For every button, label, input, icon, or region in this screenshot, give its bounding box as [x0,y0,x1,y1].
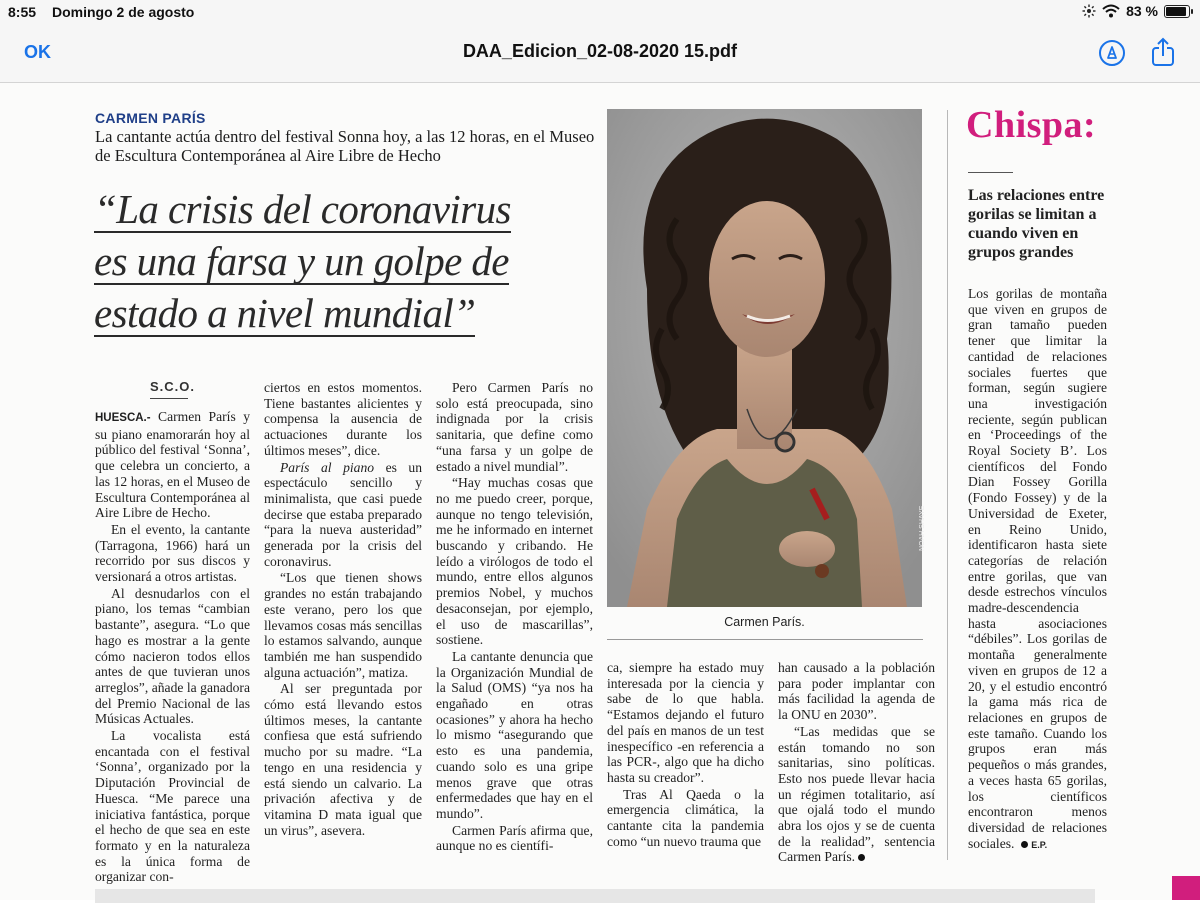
end-mark [1021,841,1028,848]
headline-line-1: “La crisis del coronavirus [94,186,511,232]
portrait-photo [607,109,922,607]
article-column-2 [264,380,422,839]
status-date: Domingo 2 de agosto [52,4,195,20]
headline-line-2: es una farsa y un golpe de [94,238,509,284]
paragraph: Pero Carmen París no solo está preocupada, sino indignada por la crisis sanitaria, que define como “una farsa y un golpe de estado a nivel mundial”. [436,380,593,474]
photo-credit: NOAH SHAYE [919,505,926,551]
sidebar-divider [968,172,1013,173]
battery-percent: 83 % [1126,3,1158,19]
paragraph: Al ser preguntada por cómo está llevando estos últimos meses, la cantante confiesa que está sufriendo mucho por su madre. “La tengo en una residencia y está siendo un calvario. La privación afectiva y de vitamina D mata igual que un virus”, asevera. [264,681,422,838]
sidebar-headline: Las relaciones entre gorilas se limitan a cuando viven en grupos grandes [968,187,1105,261]
paragraph: “Las medidas que se están tomando no son sanitarias, sino políticas. Esto nos puede llevar hacia un régimen totalitario, así que ojalá todo el mundo abra los ojos y se de cuenta de la realidad”, sentencia Carmen París. [778,723,935,865]
nav-bar [0,24,1200,83]
ok-button[interactable]: OK [24,42,51,62]
paragraph: “Los que tienen shows grandes no están trabajando este verano, pero los que llevamos cosas más sencillas lo estamos salvando, aunque también me han suspendido alguna actuación”, matiza. [264,570,422,680]
paragraph: Carmen París y su piano enamorarán hoy al público del festival ‘Sonna’, que celebra un concierto, a las 12 horas, en el Museo de Escultura Contemporánea al Aire Libre de Hecho. [95,409,250,521]
column-divider [947,110,948,860]
end-mark [858,854,865,861]
paragraph: Al desnudarlos con el piano, los temas “cambian bastante”, asegura. “Lo que hago es mostrar a la gente cómo nacieron todos ellos antes de que tuvieran unos arreglos”, añade la ganadora del Premio Nacional de las Músicas Actuales. [95,585,250,727]
markup-pen-icon[interactable] [1098,39,1126,67]
paragraph: “Hay muchas cosas que no me puedo creer, porque, aunque no tengo televisión, me he informado en internet buscando y cribando. He leído a virólogos de todo el mundo, entre ellos algunos premios Nobel, y muchos desaconsejan, por ejemplo, el uso de mascarillas”, sostiene. [436,475,593,648]
show-title: París al piano [280,459,375,475]
article-column-5 [778,660,935,866]
article-photo [607,109,922,607]
paragraph: La cantante denuncia que la Organización Mundial de la Salud (OMS) “ya nos ha engañado en otras ocasiones” y ahora ha hecho lo mismo “asegurando que esto es una pandemia, cuando solo es una gripe menos grave que otras enfermedades que hay en el mundo”. [436,648,593,821]
page-corner-tab [1172,876,1200,900]
sidebar-text: Los gorilas de montaña que viven en grupos de gran tamaño pueden tener que limitar la cantidad de relaciones sociales fuertes que forman, según sugiere una investigación reciente, según publican en ‘Proceedings of the Royal Society B’. Los científicos del Fondo Dian Fossey Gorilla (Fondo Fossey) y de la Universidad de Exeter, en Reino Unido, identificaron hasta siete categorías de relación entre gorilas, que van desde estrechos vínculos madre-descendencia hasta asociaciones “débiles”. Los gorilas de montaña generalmente viven en grupos de 12 a 20, y el estudio encontró la gama más rica de relaciones en grupos de este tamaño. Cuando los grupos eran más pequeños o más grandes, a veces hasta 65 gorilas, los científicos encontraron menos diversidad de relaciones sociales. [968,286,1107,851]
status-bar [0,0,1200,24]
article-headline [94,185,604,341]
dateline: HUESCA.- [95,412,151,424]
sidebar-title: Chispa: [966,104,1097,146]
article-column-4 [607,660,764,850]
document-title: DAA_Edicion_02-08-2020 15.pdf [462,41,738,61]
article-column-3 [436,380,593,855]
next-page-edge [95,889,1095,903]
pdf-page[interactable] [0,83,1200,900]
article-column-1 [95,409,250,886]
article-kicker: CARMEN PARÍS [95,110,206,126]
photo-caption: Carmen París. [724,615,805,629]
sidebar-body [968,286,1107,853]
paragraph: En el evento, la cantante (Tarragona, 1966) hará un recorrido por sus discos y versionará a otros artistas. [95,521,250,585]
battery-icon [1164,5,1190,18]
headline-line-3: estado a nivel mundial” [94,290,476,336]
paragraph: Tras Al Qaeda o la emergencia climática, la cantante cita la pandemia como “un nuevo trauma que [607,786,764,849]
wifi-icon [1102,4,1120,18]
article-byline: S.C.O. [150,379,195,399]
paragraph: ciertos en estos momentos. Tiene bastantes alicientes y compensa la ausencia de actuaciones durante los últimos meses”, dice. [264,380,422,458]
article-subhead: La cantante actúa dentro del festival Sonna hoy, a las 12 horas, en el Museo de Escultura Contemporánea al Aire Libre de Hecho [95,127,595,165]
rotation-lock-icon [1082,4,1096,18]
paragraph: es un espectáculo sencillo y minimalista, que casi puede decirse que estaba preparado “para la nueva austeridad” generada por la crisis del coronavirus. [264,459,423,569]
share-icon[interactable] [1150,37,1176,67]
paragraph: Carmen París afirma que, aunque no es científi- [436,822,593,854]
caption-divider [607,639,923,640]
paragraph: La vocalista está encantada con el festival ‘Sonna’, organizado por la Diputación Provincial de Huesca. “Me parece una iniciativa fantástica, porque el hecho de que sea en este formato y en la naturaleza es la única forma de organizar con- [95,728,250,885]
paragraph: han causado a la población para poder implantar con más facilidad la agenda de la ONU en 2030”. [778,660,935,723]
sidebar-signature: E.P. [1031,839,1048,850]
paragraph: ca, siempre ha estado muy interesada por la ciencia y sabe de lo que habla. “Estamos dejando el futuro del país en manos de un test inespecífico -en referencia a las PCR-, algo que ha dicho hasta su creador”. [607,660,764,785]
status-time: 8:55 [8,4,37,20]
status-right [1082,3,1190,19]
